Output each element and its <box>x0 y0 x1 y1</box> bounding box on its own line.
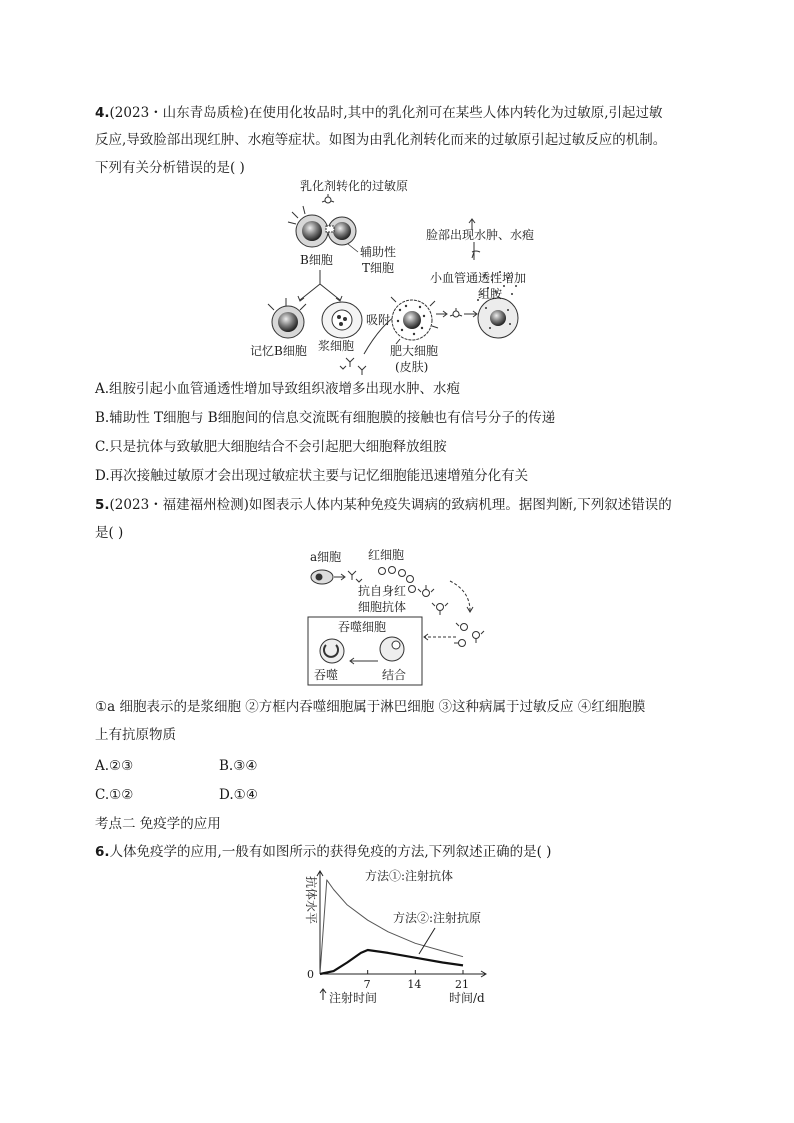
q6-line1: 6.人体免疫学的应用,一般有如图所示的获得免疫的方法,下列叙述正确的是( ) <box>95 844 552 860</box>
q4-number: 4. <box>95 105 110 121</box>
fig4-plasma: 浆细胞 <box>318 339 355 353</box>
chart-series-label-2: 方法②:注射抗原 <box>393 911 482 925</box>
chart-x-tick-label: 7 <box>363 978 371 991</box>
chart-x-tick-label: 14 <box>407 978 422 991</box>
chart-ylabel: 抗体水平 <box>304 876 318 925</box>
b-cell-icon <box>288 206 328 247</box>
fig4-mast-2: (皮肤) <box>395 360 429 374</box>
q4-option-b: B.辅助性 T细胞与 B细胞间的信息交流既有细胞膜的接触也有信号分子的传递 <box>95 410 556 426</box>
chart-series-label-1: 方法①:注射抗体 <box>365 869 454 883</box>
fig5-engulf: 吞噬 <box>314 668 339 682</box>
q5-line2: 是( ) <box>95 525 124 541</box>
q6-number: 6. <box>95 844 110 860</box>
fig4-face: 脸部出现水肿、水疱 <box>426 228 535 242</box>
q5-option-a: A.②③ <box>95 758 134 774</box>
q5-figure <box>300 545 500 690</box>
antibody-icon <box>348 571 362 582</box>
q5-option-b: B.③④ <box>219 758 258 774</box>
fig5-macrophage: 吞噬细胞 <box>338 620 387 634</box>
q5-option-d: D.①④ <box>219 787 258 803</box>
memory-b-cell-icon <box>268 298 306 338</box>
chart-x-annotation: 注射时间 <box>329 991 378 1005</box>
fig5-rbc: 红细胞 <box>368 548 405 562</box>
chart-origin-label: 0 <box>307 968 314 981</box>
macrophage-engulf-icon <box>320 639 344 663</box>
helper-t-cell-icon <box>326 217 356 245</box>
q5-statement1: ①a 细胞表示的是浆细胞 ②方框内吞噬细胞属于淋巴细胞 ③这种病属于过敏反应 ④红细胞膜 <box>95 699 646 715</box>
q4-figure <box>250 176 580 376</box>
q5-line1: 5.(2023・福建福州检测)如图表示人体内某种免疫失调病的致病机理。据图判断,下列叙述错误的 <box>95 497 672 513</box>
q5-option-c: C.①② <box>95 787 134 803</box>
fig4-b-cell: B细胞 <box>300 253 333 267</box>
antibodies-icon <box>340 358 366 375</box>
fig4-adsorb: 吸附 <box>366 313 391 327</box>
fig4-helper-t-1: 辅助性 <box>360 245 397 259</box>
section-heading: 考点二 免疫学的应用 <box>95 816 221 832</box>
q4-option-a: A.组胺引起小血管通透性增加导致组织液增多出现水肿、水疱 <box>95 381 461 397</box>
chart-series-line-2 <box>320 950 463 974</box>
q4-option-d: D.再次接触过敏原才会出现过敏症状主要与记忆细胞能迅速增殖分化有关 <box>95 468 529 484</box>
injection-arrow-icon <box>320 989 326 1000</box>
fig5-antibody-2: 细胞抗体 <box>358 600 407 614</box>
fig4-helper-t-2: T细胞 <box>362 261 395 275</box>
fig4-mast-1: 肥大细胞 <box>390 344 439 358</box>
q4-line3: 下列有关分析错误的是( ) <box>95 160 245 176</box>
plasma-cell-icon <box>322 302 362 338</box>
fig5-bind: 结合 <box>382 668 407 682</box>
fig4-title: 乳化剂转化的过敏原 <box>300 179 409 193</box>
fig5-antibody-1: 抗自身红 <box>358 584 407 598</box>
q5-statement2: 上有抗原物质 <box>95 727 176 743</box>
chart-series-label-leader <box>419 928 435 954</box>
fig4-histamine: 组胺 <box>478 287 503 301</box>
q5-number: 5. <box>95 497 110 513</box>
bound-rbc-icon <box>418 585 448 615</box>
q4-line2: 反应,导致脸部出现红肿、水疱等症状。如图为由乳化剂转化而来的过敏原引起过敏反应的机制。 <box>95 132 667 148</box>
a-cell-icon <box>311 570 333 584</box>
q4-line1: 4.(2023・山东青岛质检)在使用化妆品时,其中的乳化剂可在某些人体内转化为过敏原,引起过敏 <box>95 105 663 121</box>
chart-xlabel: 时间/d <box>449 991 485 1005</box>
fig4-capillary: 小血管通透性增加 <box>430 271 527 285</box>
rbc-cluster-icon <box>454 623 484 647</box>
allergen-icon <box>322 194 334 203</box>
chart-series-line-1 <box>320 880 463 974</box>
chart-x-tick-label: 21 <box>455 978 469 991</box>
fig4-memory-b: 记忆B细胞 <box>250 344 307 358</box>
mast-cell-icon <box>391 297 438 344</box>
fig5-a-cell: a细胞 <box>310 550 342 564</box>
allergen-small-icon <box>450 308 462 317</box>
q6-chart <box>295 866 505 1006</box>
q4-option-c: C.只是抗体与致敏肥大细胞结合不会引起肥大细胞释放组胺 <box>95 439 447 455</box>
macrophage-bind-icon <box>380 637 404 661</box>
